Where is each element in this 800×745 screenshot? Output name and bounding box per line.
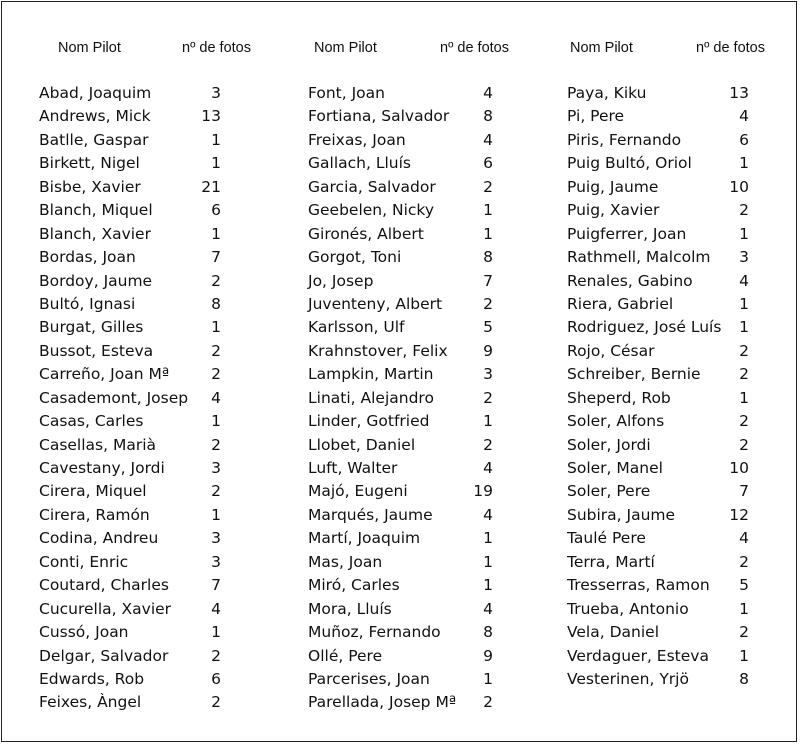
photo-count: 8 [211,294,221,313]
pilot-name: Puig, Jaume [567,177,659,196]
photo-count: 8 [483,107,493,126]
table-row [39,129,279,152]
photo-count: 2 [739,552,749,571]
table-row [308,363,548,386]
table-row [567,223,800,246]
photo-count: 13 [201,107,221,126]
table-row [567,551,800,574]
table-row [308,457,548,480]
table-row [39,410,279,433]
column-header-count: nº de fotos [696,40,765,56]
table-row [39,246,279,269]
pilot-name: Bultó, Ignasi [39,294,136,313]
pilot-name: Sheperd, Rob [567,388,671,407]
table-row [567,410,800,433]
photo-count: 1 [211,623,221,642]
photo-count: 8 [483,248,493,267]
pilot-name: Muñoz, Fernando [308,623,441,642]
pilot-name: Taulé Pere [567,529,646,548]
pilot-name: Llobet, Daniel [308,435,416,454]
pilot-name: Parellada, Josep Mª [308,693,457,712]
table-row [39,270,279,293]
table-row [308,223,548,246]
photo-count: 4 [739,107,749,126]
pilot-name: Mas, Joan [308,552,383,571]
photo-count: 2 [739,365,749,384]
photo-count: 3 [483,365,493,384]
photo-count: 1 [211,130,221,149]
photo-count: 4 [211,599,221,618]
table-row [567,293,800,316]
pilot-name: Renales, Gabino [567,271,693,290]
pilot-name: Karlsson, Ulf [308,318,405,337]
table-row [308,82,548,105]
table-row [39,434,279,457]
pilot-name: Krahnstover, Felix [308,341,448,360]
table-row [39,504,279,527]
pilot-name: Bussot, Esteva [39,341,154,360]
pilot-name: Gallach, Lluís [308,154,411,173]
pilot-name: Verdaguer, Esteva [567,646,709,665]
pilot-name: Cirera, Ramón [39,505,150,524]
pilot-name: Birkett, Nigel [39,154,140,173]
pilot-name: Soler, Pere [567,482,651,501]
photo-count: 1 [483,552,493,571]
column-header-count: nº de fotos [440,40,509,56]
table-row [567,527,800,550]
table-row [308,316,548,339]
photo-count: 2 [483,294,493,313]
pilot-name: Abad, Joaquim [39,84,152,102]
photo-count: 2 [739,623,749,642]
table-row [308,410,548,433]
pilot-name: Blanch, Miquel [39,201,153,220]
table-row [567,668,800,691]
table-row [39,645,279,668]
photo-count: 1 [483,669,493,688]
table-row [308,340,548,363]
pilot-name: Vela, Daniel [567,623,660,642]
table-row [567,129,800,152]
pilot-name: Linati, Alejandro [308,388,434,407]
pilot-name: Rodriguez, José Luís [567,318,722,337]
pilot-name: Soler, Jordi [567,435,651,454]
table-row [308,551,548,574]
photo-count: 19 [473,482,493,501]
photo-count: 1 [211,318,221,337]
table-row [567,574,800,597]
photo-count: 2 [211,365,221,384]
photo-count: 1 [211,224,221,243]
photo-count: 3 [211,84,221,102]
pilot-name: Majó, Eugeni [308,482,408,501]
pilot-name: Delgar, Salvador [39,646,169,665]
table-row [308,293,548,316]
pilot-name: Carreño, Joan Mª [39,365,170,384]
table-row [308,176,548,199]
photo-count: 1 [211,505,221,524]
photo-count: 4 [483,599,493,618]
pilot-name: Bordoy, Jaume [39,271,153,290]
table-row [39,527,279,550]
photo-count: 3 [739,248,749,267]
pilot-name: Pi, Pere [567,107,625,126]
photo-count: 1 [483,201,493,220]
table-row [567,387,800,410]
column-header-name: Nom Pilot [58,40,121,56]
pilot-name: Edwards, Rob [39,669,145,688]
photo-count: 2 [211,482,221,501]
pilot-name: Juventeny, Albert [308,294,443,313]
photo-count: 4 [483,84,493,102]
pilot-name: Casas, Carles [39,412,144,431]
table-row [308,598,548,621]
pilot-name: Batlle, Gaspar [39,130,149,149]
pilot-name: Bisbe, Xavier [39,177,141,196]
photo-count: 6 [739,130,749,149]
pilot-name: Mora, Lluís [308,599,392,618]
table-row [567,340,800,363]
pilot-name: Geebelen, Nicky [308,201,434,220]
photo-count: 1 [739,294,749,313]
table-row [567,82,800,105]
table-row [39,152,279,175]
photo-count: 7 [211,248,221,267]
pilot-name: Marqués, Jaume [308,505,433,524]
table-row [39,480,279,503]
table-row [39,340,279,363]
photo-count: 5 [739,576,749,595]
pilot-name: Casademont, Josep [39,388,189,407]
pilot-name: Schreiber, Bernie [567,365,701,384]
table-row [308,105,548,128]
pilot-name: Conti, Enric [39,552,129,571]
pilot-name: Codina, Andreu [39,529,159,548]
table-row [39,598,279,621]
photo-count: 7 [739,482,749,501]
table-row [308,199,548,222]
table-row [567,246,800,269]
photo-count: 1 [483,412,493,431]
table-row [39,363,279,386]
pilot-list [308,82,548,715]
table-row [567,270,800,293]
photo-count: 2 [483,177,493,196]
photo-count: 7 [211,576,221,595]
pilot-name: Rojo, César [567,341,655,360]
pilot-list [39,82,279,715]
pilot-name: Soler, Manel [567,459,663,477]
pilot-name: Andrews, Mick [39,107,151,126]
pilot-name: Puig Bultó, Oriol [567,154,692,173]
pilot-name: Cussó, Joan [39,623,129,642]
table-row [39,176,279,199]
photo-count: 7 [483,271,493,290]
pilot-name: Soler, Alfons [567,412,665,431]
photo-count: 8 [739,669,749,688]
pilot-name: Garcia, Salvador [308,177,436,196]
table-row [567,598,800,621]
photo-count: 2 [739,412,749,431]
pilot-name: Casellas, Marià [39,435,157,454]
table-row [39,82,279,105]
table-row [308,129,548,152]
photo-count: 12 [729,505,749,524]
table-row [567,434,800,457]
photo-count: 2 [211,435,221,454]
table-row [308,270,548,293]
column-header-count: nº de fotos [182,40,251,56]
pilot-name: Gironés, Albert [308,224,424,243]
pilot-name: Linder, Gotfried [308,412,430,431]
photo-count: 1 [739,224,749,243]
photo-count: 6 [483,154,493,173]
pilot-name: Fortiana, Salvador [308,107,450,126]
pilot-name: Bordas, Joan [39,248,136,267]
table-row [308,691,548,714]
table-row [567,105,800,128]
pilot-name: Ollé, Pere [308,646,383,665]
pilot-name: Miró, Carles [308,576,400,595]
table-row [308,574,548,597]
pilot-name: Martí, Joaquim [308,529,421,548]
table-row [567,363,800,386]
pilot-name: Luft, Walter [308,459,398,477]
pilot-name: Coutard, Charles [39,576,169,595]
table-row [39,293,279,316]
table-row [567,176,800,199]
photo-count: 1 [739,646,749,665]
table-row [39,387,279,410]
table-row [308,387,548,410]
pilot-name: Piris, Fernando [567,130,682,149]
photo-count: 3 [211,459,221,477]
table-row [39,199,279,222]
pilot-name: Tresserras, Ramon [567,576,710,595]
photo-count: 10 [729,177,749,196]
photo-count: 1 [211,412,221,431]
table-row [39,316,279,339]
photo-count: 3 [211,552,221,571]
photo-count: 1 [739,388,749,407]
table-row [39,668,279,691]
table-row [308,246,548,269]
table-row [39,105,279,128]
photo-count: 2 [739,435,749,454]
photo-count: 1 [483,529,493,548]
table-row [39,621,279,644]
photo-count: 2 [211,693,221,712]
table-row [308,621,548,644]
photo-count: 2 [483,435,493,454]
pilot-name: Blanch, Xavier [39,224,151,243]
table-row [567,316,800,339]
pilot-name: Burgat, Gilles [39,318,144,337]
pilot-name: Cucurella, Xavier [39,599,172,618]
table-row [308,152,548,175]
photo-count: 1 [483,576,493,595]
photo-count: 2 [211,646,221,665]
column-header-name: Nom Pilot [570,40,633,56]
table-row [308,645,548,668]
table-row [39,551,279,574]
table-row [39,574,279,597]
photo-count: 10 [729,459,749,477]
photo-count: 13 [729,84,749,102]
photo-count: 4 [739,529,749,548]
pilot-name: Cavestany, Jordi [39,459,165,477]
column-header-name: Nom Pilot [314,40,377,56]
pilot-name: Gorgot, Toni [308,248,402,267]
pilot-list [567,82,800,691]
pilot-name: Puig, Xavier [567,201,660,220]
photo-count: 1 [739,599,749,618]
photo-count: 2 [211,271,221,290]
pilot-name: Vesterinen, Yrjö [567,669,689,688]
photo-count: 9 [483,341,493,360]
pilot-name: Riera, Gabriel [567,294,674,313]
table-row [308,480,548,503]
pilot-name: Parcerises, Joan [308,669,430,688]
pilot-name: Rathmell, Malcolm [567,248,711,267]
photo-count: 9 [483,646,493,665]
photo-count: 4 [483,130,493,149]
photo-count: 1 [211,154,221,173]
table-row [567,457,800,480]
photo-count: 4 [483,505,493,524]
pilot-name: Subira, Jaume [567,505,676,524]
pilot-name: Freixas, Joan [308,130,406,149]
table-row [567,504,800,527]
table-row [567,621,800,644]
pilot-name: Trueba, Antonio [567,599,689,618]
photo-count: 8 [483,623,493,642]
pilot-name: Jo, Josep [308,271,374,290]
photo-count: 4 [483,459,493,477]
photo-count: 6 [211,201,221,220]
table-row [567,152,800,175]
photo-count: 5 [483,318,493,337]
table-row [39,691,279,714]
pilot-name: Lampkin, Martin [308,365,434,384]
pilot-name: Paya, Kiku [567,84,647,102]
table-row [39,223,279,246]
photo-count: 2 [739,201,749,220]
photo-count: 2 [739,341,749,360]
table-row [567,199,800,222]
photo-count: 3 [211,529,221,548]
pilot-name: Terra, Martí [567,552,655,571]
table-row [567,645,800,668]
pilot-name: Font, Joan [308,84,385,102]
pilot-name: Cirera, Miquel [39,482,147,501]
photo-count: 6 [211,669,221,688]
photo-count: 2 [211,341,221,360]
table-row [39,457,279,480]
table-row [567,480,800,503]
table-row [308,504,548,527]
photo-count: 21 [201,177,221,196]
photo-count: 1 [739,154,749,173]
photo-count: 2 [483,388,493,407]
table-frame [1,1,797,742]
pilot-name: Feixes, Àngel [39,693,142,712]
table-row [308,668,548,691]
photo-count: 4 [739,271,749,290]
photo-count: 1 [483,224,493,243]
photo-count: 1 [739,318,749,337]
pilot-name: Puigferrer, Joan [567,224,687,243]
table-row [308,434,548,457]
table-row [308,527,548,550]
photo-count: 4 [211,388,221,407]
photo-count: 2 [483,693,493,712]
